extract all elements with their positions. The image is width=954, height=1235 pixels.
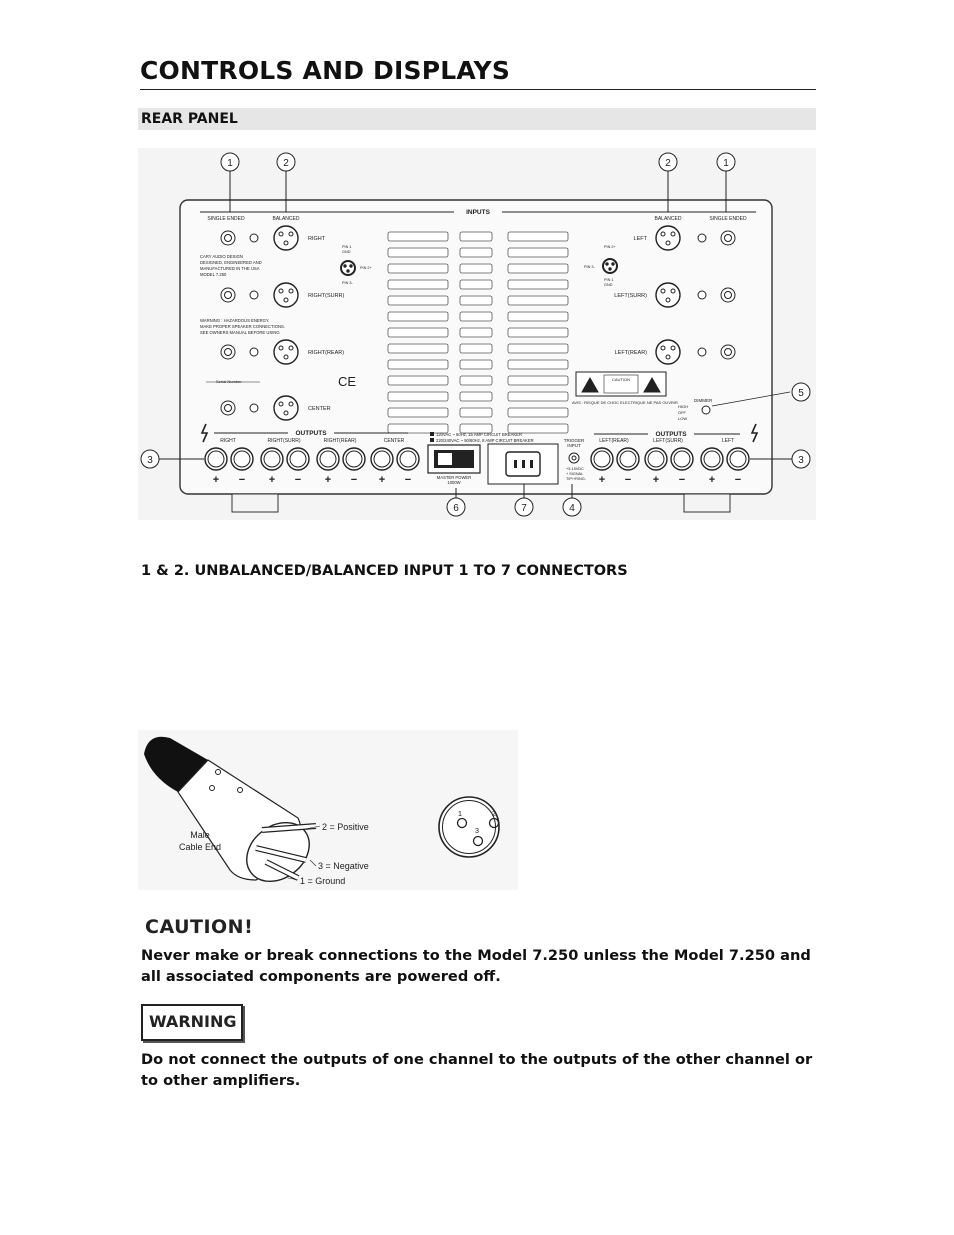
svg-text:7: 7 (521, 503, 527, 514)
connector-section-heading: 1 & 2. UNBALANCED/BALANCED INPUT 1 TO 7 CONNECTORS (141, 563, 628, 579)
warning-badge (141, 1004, 243, 1041)
page-title: CONTROLS AND DISPLAYS (140, 56, 511, 85)
svg-text:220/240VAC ~ 50/60Hz, 8 AMP CI: 220/240VAC ~ 50/60Hz, 8 AMP CIRCUIT BREAKER (436, 438, 534, 443)
svg-text:PIN 1: PIN 1 (604, 278, 614, 282)
input-label-right-surr: RIGHT(SURR) (308, 293, 345, 299)
vent-slot (508, 264, 568, 273)
plus-sign: + (598, 474, 606, 486)
svg-text:1: 1 (457, 809, 463, 818)
vent-slot (388, 376, 448, 385)
svg-text:TIP/+RING-: TIP/+RING- (566, 477, 586, 481)
svg-text:DESIGNED, ENGINEERED AND: DESIGNED, ENGINEERED AND (200, 260, 262, 265)
svg-text:INPUT: INPUT (567, 443, 581, 448)
section-header-bar (138, 108, 816, 130)
minus-sign: − (404, 474, 412, 486)
balanced-label-right: BALANCED (654, 216, 682, 222)
vent-slot (388, 392, 448, 401)
pin3-label: 3 = Negative (318, 861, 369, 871)
input-label-right-rear: RIGHT(REAR) (308, 350, 345, 356)
pin2-label: 2 = Positive (322, 822, 369, 832)
svg-text:PIN 2+: PIN 2+ (604, 245, 616, 249)
svg-text:+ SIGNAL: + SIGNAL (566, 472, 584, 476)
minus-sign: − (624, 474, 632, 486)
minus-sign: − (350, 474, 358, 486)
serial-label: Serial Number (216, 379, 242, 384)
caution-badge: CAUTION! (145, 916, 254, 938)
svg-text:4: 4 (569, 503, 575, 514)
svg-text:GND: GND (342, 250, 351, 254)
xlr-face-diagram (439, 797, 499, 857)
minus-sign: − (238, 474, 246, 486)
vent-slot (460, 248, 492, 257)
vent-slot (460, 296, 492, 305)
single-ended-label-right: SINGLE ENDED (709, 216, 747, 222)
svg-text:PIN 1: PIN 1 (342, 245, 352, 249)
svg-text:MASTER POWER: MASTER POWER (436, 475, 472, 480)
iec-power-inlet (488, 444, 558, 484)
svg-text:CAUTION: CAUTION (612, 377, 630, 382)
output-label-left-surr: LEFT(SURR) (653, 438, 683, 444)
vent-slot (460, 392, 492, 401)
rear-panel-diagram (138, 148, 816, 520)
plus-sign: + (324, 474, 332, 486)
vent-slot (460, 344, 492, 353)
svg-text:+5-15VDC: +5-15VDC (566, 467, 584, 471)
caution-label-plate (572, 372, 678, 405)
svg-text:MAKE PROPER SPEAKER CONNECTION: MAKE PROPER SPEAKER CONNECTIONS. (200, 324, 285, 329)
vent-slot (388, 328, 448, 337)
left-foot (232, 494, 278, 512)
vent-slot (460, 408, 492, 417)
vent-slot (460, 312, 492, 321)
output-label-right-surr: RIGHT(SURR) (267, 438, 301, 444)
svg-text:2: 2 (491, 809, 497, 818)
caution-text: Never make or break connections to the Model 7.250 unless the Model 7.250 and all associated components are powered off. (141, 947, 811, 985)
title-rule (140, 89, 816, 90)
input-label-center: CENTER (308, 406, 331, 412)
plus-sign: + (268, 474, 276, 486)
svg-text:1000W: 1000W (447, 480, 461, 485)
svg-text:SEE OWNERS MANUAL BEFORE USING: SEE OWNERS MANUAL BEFORE USING (200, 330, 280, 335)
single-ended-label-left: SINGLE ENDED (207, 216, 245, 222)
vent-slot (508, 248, 568, 257)
minus-sign: − (734, 474, 742, 486)
vent-slot (508, 344, 568, 353)
vent-slot (508, 232, 568, 241)
plus-sign: + (212, 474, 220, 486)
svg-text:PIN 2+: PIN 2+ (360, 266, 372, 270)
vent-slot (388, 360, 448, 369)
pin1-label: 1 = Ground (300, 876, 346, 886)
section-title: REAR PANEL (141, 111, 238, 127)
vent-slot (460, 376, 492, 385)
male-label: Male (190, 830, 210, 840)
vent-slot (388, 248, 448, 257)
svg-text:GND: GND (604, 283, 613, 287)
svg-text:1: 1 (227, 158, 233, 169)
vent-slot (388, 312, 448, 321)
svg-text:2: 2 (665, 158, 671, 169)
vent-slot (388, 264, 448, 273)
svg-text:1: 1 (723, 158, 729, 169)
ce-mark: CE (338, 374, 357, 389)
vent-slot (388, 344, 448, 353)
vent-slot (460, 264, 492, 273)
svg-text:PIN 3-: PIN 3- (342, 281, 353, 285)
vent-slot (460, 328, 492, 337)
svg-text:DIMMER: DIMMER (694, 398, 713, 403)
vent-slot (388, 280, 448, 289)
vent-slot (388, 232, 448, 241)
svg-text:WARNING : HAZARDOUS ENERGY.: WARNING : HAZARDOUS ENERGY. (200, 318, 270, 323)
svg-text:2: 2 (283, 158, 289, 169)
balanced-label-left: BALANCED (272, 216, 300, 222)
output-label-right: RIGHT (220, 438, 236, 444)
vent-slot (460, 232, 492, 241)
svg-text:TRIGGER: TRIGGER (563, 438, 585, 443)
input-label-right: RIGHT (308, 236, 326, 242)
svg-text:AVIS : RISQUE DE CHOC ELECTRIQ: AVIS : RISQUE DE CHOC ELECTRIQUE NE PAS OUVRIR (572, 400, 678, 405)
svg-text:5: 5 (798, 388, 804, 399)
vent-slot (460, 360, 492, 369)
inputs-header: INPUTS (466, 209, 490, 216)
outputs-header-right: OUTPUTS (655, 431, 687, 438)
warning-badge-label: WARNING (149, 1012, 237, 1031)
svg-text:3: 3 (147, 455, 153, 466)
vent-slot (388, 296, 448, 305)
vent-slot (508, 280, 568, 289)
input-label-left: LEFT (633, 236, 647, 242)
minus-sign: − (294, 474, 302, 486)
svg-text:OFF: OFF (678, 410, 686, 415)
vent-slot (508, 328, 568, 337)
svg-text:CARY AUDIO DESIGN: CARY AUDIO DESIGN (200, 254, 243, 259)
vent-slot (508, 376, 568, 385)
input-label-left-surr: LEFT(SURR) (614, 293, 647, 299)
svg-text:PIN 3-: PIN 3- (584, 265, 595, 269)
vent-slot (508, 312, 568, 321)
xlr-connector-illustration (138, 730, 518, 890)
plus-sign: + (652, 474, 660, 486)
output-label-right-rear: RIGHT(REAR) (323, 438, 357, 444)
svg-text:3: 3 (798, 455, 804, 466)
vent-slot (508, 360, 568, 369)
breaker-text (430, 432, 534, 443)
svg-text:LOW: LOW (678, 416, 688, 421)
vent-slot (508, 296, 568, 305)
svg-text:3: 3 (474, 826, 480, 835)
vent-slot (508, 408, 568, 417)
svg-text:MODEL 7.250: MODEL 7.250 (200, 272, 227, 277)
vent-slot (388, 408, 448, 417)
svg-text:6: 6 (453, 503, 459, 514)
outputs-header-left: OUTPUTS (295, 430, 327, 437)
output-label-center: CENTER (383, 438, 405, 444)
right-foot (684, 494, 730, 512)
input-label-left-rear: LEFT(REAR) (614, 350, 647, 356)
minus-sign: − (678, 474, 686, 486)
cable-end-label: Cable End (178, 842, 222, 852)
vent-slot (460, 280, 492, 289)
plus-sign: + (378, 474, 386, 486)
plus-sign: + (708, 474, 716, 486)
vent-slot (508, 392, 568, 401)
svg-text:HIGH: HIGH (678, 404, 688, 409)
output-label-left: LEFT (721, 438, 735, 444)
output-label-left-rear: LEFT(REAR) (599, 438, 629, 444)
svg-text:120VAC ~ 60Hz, 15 AMP CIRCUIT: 120VAC ~ 60Hz, 15 AMP CIRCUIT BREAKER (436, 432, 522, 437)
warning-text: Do not connect the outputs of one channel to the outputs of the other channel or to other amplifiers. (141, 1051, 813, 1089)
svg-text:MANUFACTURED IN THE USA: MANUFACTURED IN THE USA (200, 266, 260, 271)
